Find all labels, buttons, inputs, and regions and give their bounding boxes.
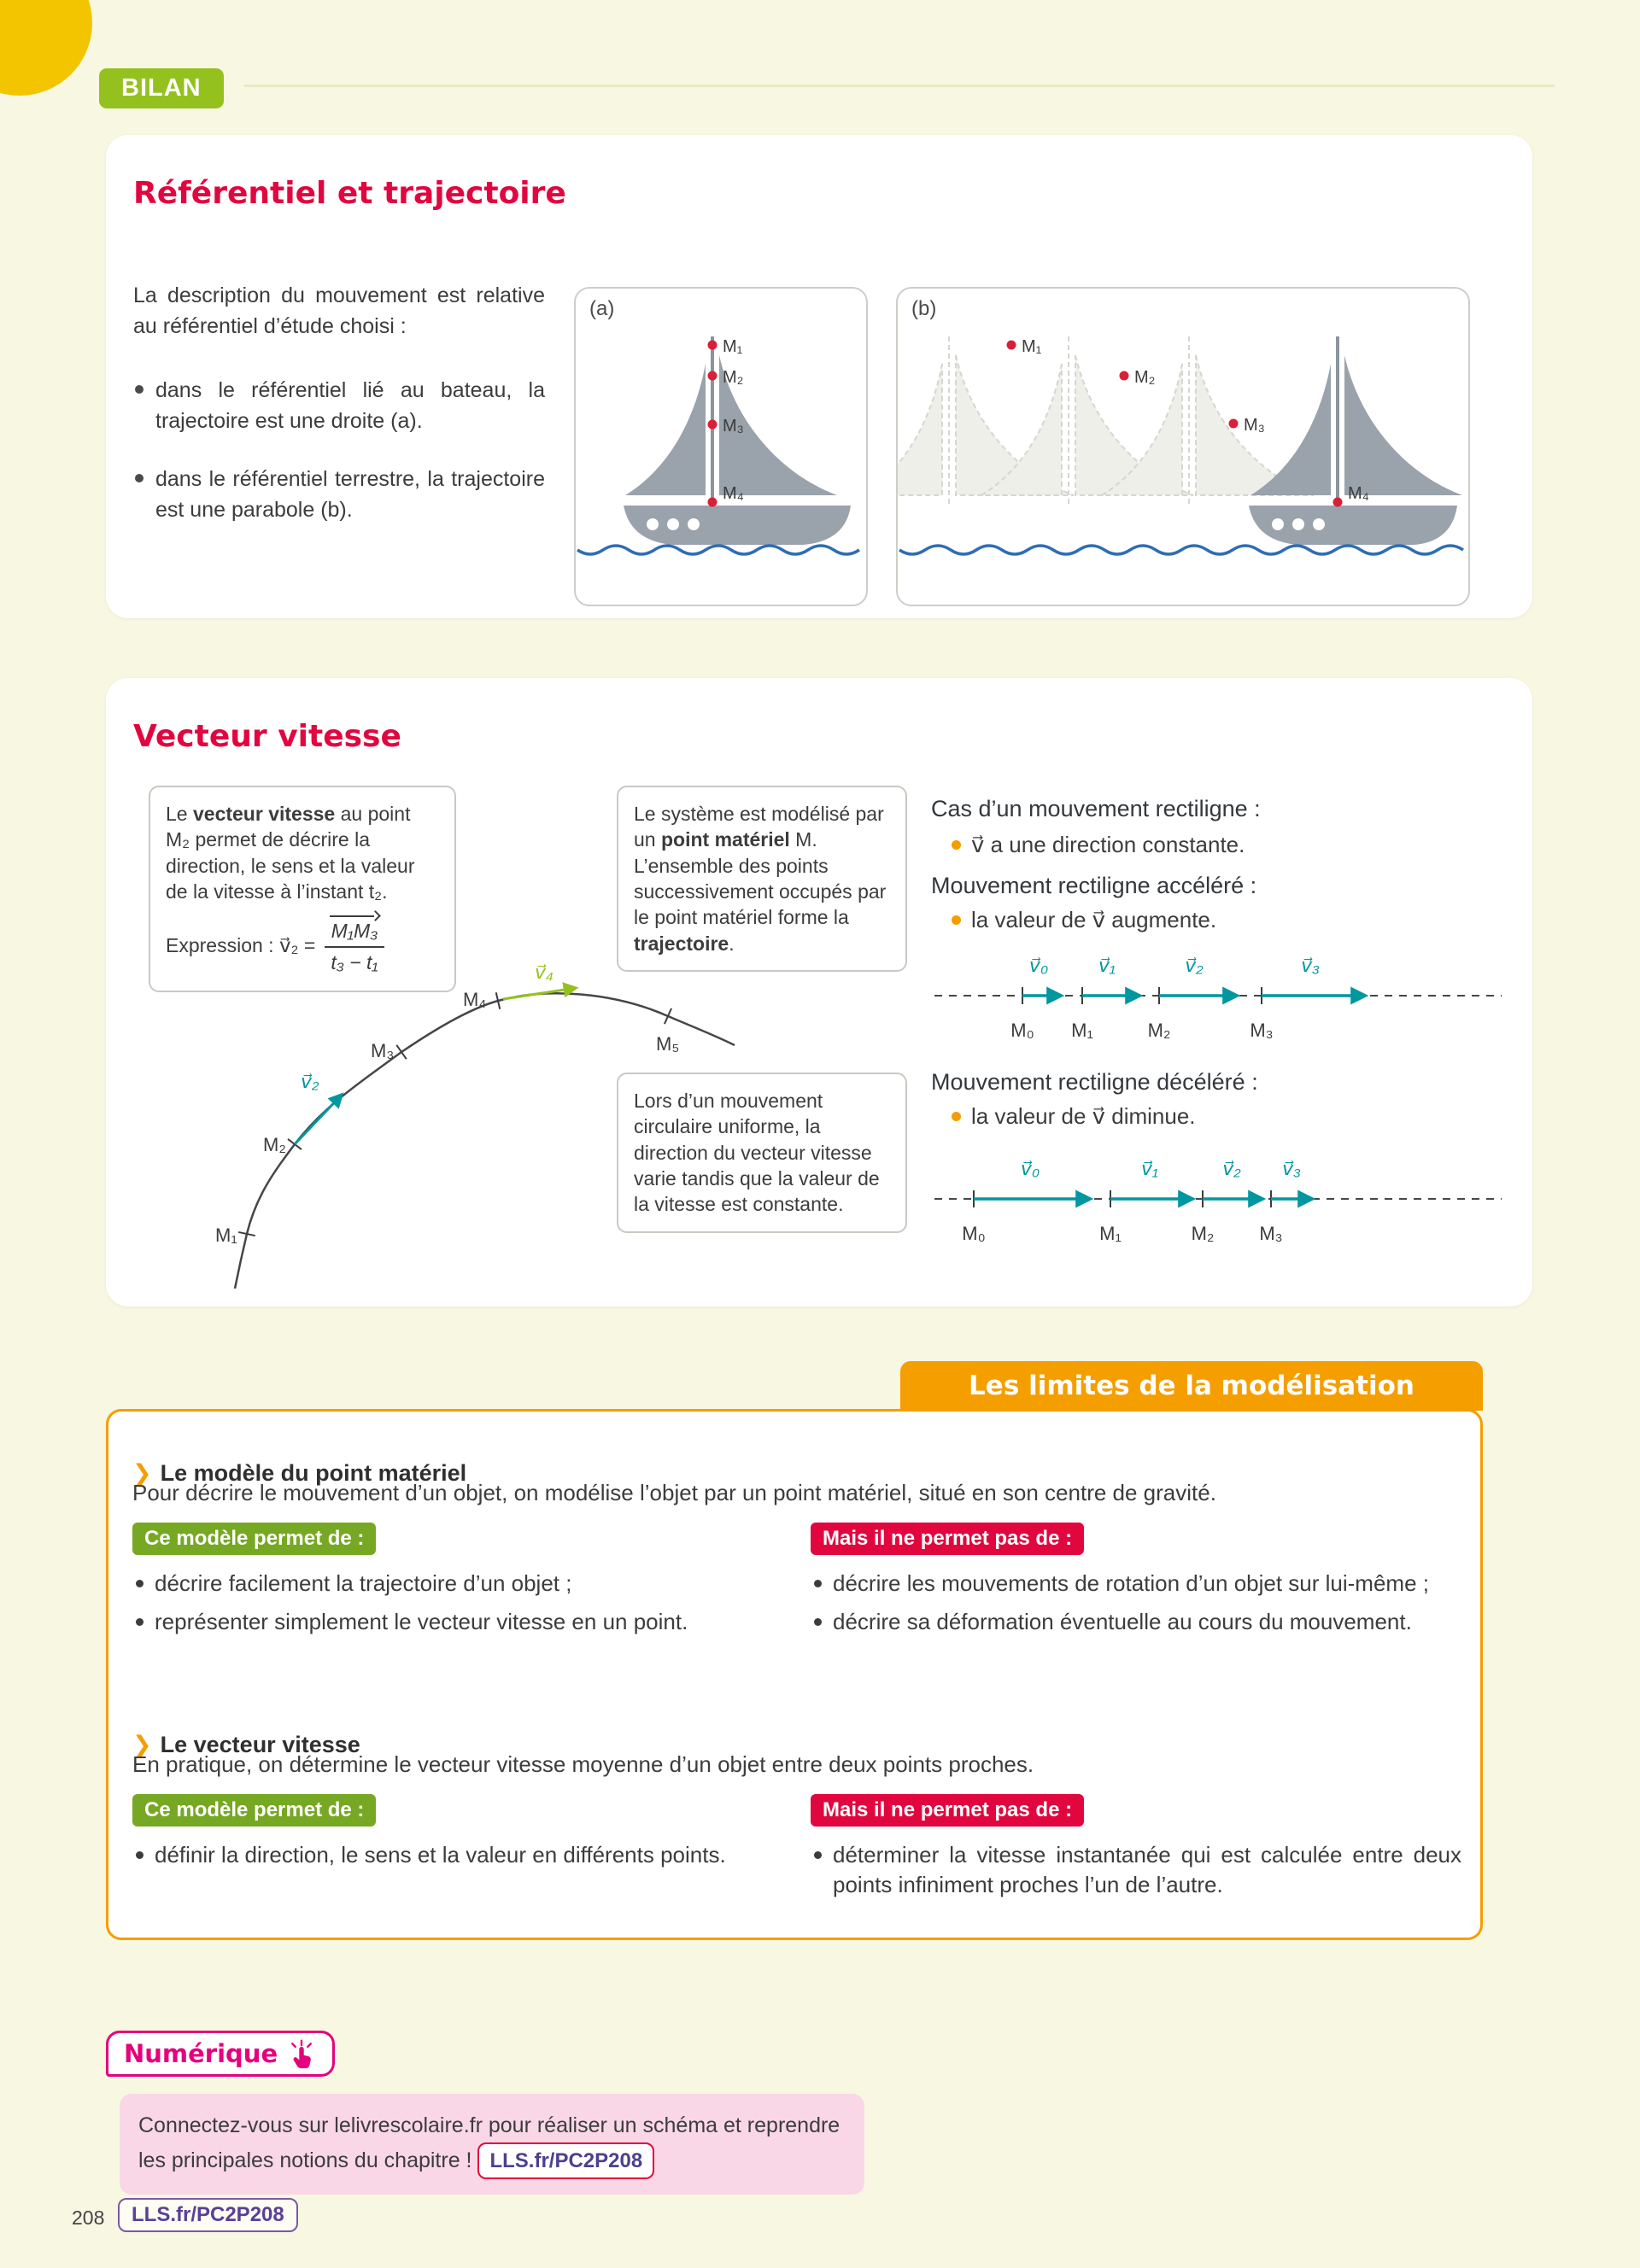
diagram-a-label: (a) <box>589 297 615 320</box>
text-run: M. L’ensemble des points successivement occupés par le point matériel forme la <box>634 828 887 929</box>
bilan-label: BILAN <box>121 74 202 102</box>
referentiel-intro: La description du mouvement est relative au référentiel d’étude choisi : <box>133 284 545 339</box>
point-label: M₂ <box>723 368 744 387</box>
point-marker <box>1120 371 1129 381</box>
point-label: M₂ <box>1134 368 1156 387</box>
bullet-text: déterminer la vitesse instantanée qui est calculée entre deux points infiniment proches l’un de l’autre. <box>833 1842 1461 1898</box>
sail-left <box>625 364 706 495</box>
sailboat <box>1249 336 1462 545</box>
vector-label: v⃗₂ <box>1222 1158 1241 1179</box>
trajectory-curve-diagram <box>208 960 823 1293</box>
point-label: M₃ <box>371 1040 395 1061</box>
vector-label: v⃗₃ <box>1301 955 1320 976</box>
point-label: M₃ <box>1244 416 1265 435</box>
text-run-bold: trajectoire <box>634 932 729 955</box>
sailboat-diagram-b <box>898 289 1465 601</box>
bullet-dot <box>136 1851 144 1859</box>
vector-label: v⃗₀ <box>1020 1158 1040 1179</box>
section-referentiel <box>106 135 1532 618</box>
vector-label: v⃗₀ <box>1028 955 1049 976</box>
heading-text: Le vecteur vitesse <box>160 1732 360 1757</box>
point-label: M₅ <box>656 1033 680 1055</box>
expression-label: Expression : v⃗₂ = <box>166 933 316 956</box>
point-label: M₃ <box>1259 1223 1283 1244</box>
chevron-icon: ❯ <box>132 1732 152 1757</box>
velocity-vector-v2 <box>295 1095 342 1144</box>
permits-list <box>132 1569 756 1645</box>
point-label: M₂ <box>1147 1020 1171 1041</box>
point-marker <box>708 341 718 350</box>
bullet-text: v⃗ a une direction constante. <box>971 832 1245 857</box>
point-label: M₄ <box>1348 484 1369 503</box>
diagram-b-label: (b) <box>911 297 937 320</box>
point-label: M₁ <box>723 337 743 356</box>
point-label: M₁ <box>215 1225 237 1246</box>
click-hand-icon <box>286 2038 317 2069</box>
list-item <box>132 1840 756 1870</box>
list-item <box>132 1569 756 1599</box>
bullet-dot <box>135 474 144 482</box>
sailboat-diagram-a <box>576 289 863 601</box>
bullet-text: dans le référentiel lié au bateau, la trajectoire est une droite (a). <box>155 377 545 433</box>
limits-intro: Pour décrire le mouvement d’un objet, on modélise l’objet par un point matériel, situé en son centre de gravité. <box>132 1480 1216 1505</box>
point-label: M₁ <box>1099 1223 1122 1244</box>
bullet-text: décrire les mouvements de rotation d’un objet sur lui-même ; <box>833 1570 1429 1596</box>
bullet-text: décrire facilement la trajectoire d’un objet ; <box>155 1570 572 1596</box>
text-run-bold: point matériel <box>660 828 790 851</box>
vector-label: v⃗₁ <box>1141 1158 1158 1179</box>
list-item <box>133 464 545 526</box>
numerique-badge <box>106 2031 335 2077</box>
limits-intro: En pratique, on détermine le vecteur vitesse moyenne d’un objet entre deux points proches. <box>132 1751 1034 1777</box>
point-marker <box>708 498 718 507</box>
point-label: M₄ <box>463 989 487 1010</box>
bullet-dot <box>814 1851 822 1859</box>
point-label: M₃ <box>723 417 744 435</box>
text-run: Le <box>166 803 193 825</box>
water-wave <box>577 546 859 554</box>
point-label: M₂ <box>263 1134 286 1155</box>
referentiel-bullet-list <box>133 375 545 526</box>
list-item <box>811 1569 1461 1599</box>
point-label: M₄ <box>723 484 744 503</box>
permits-badge: Ce modèle permet de : <box>132 1794 376 1827</box>
list-item <box>811 1840 1461 1900</box>
bullet-text: la valeur de v⃗ augmente. <box>971 907 1217 932</box>
point-label: M₀ <box>1010 1020 1034 1041</box>
fraction-numerator: M₁M₃ <box>325 913 385 947</box>
bullet-dot <box>135 385 144 394</box>
vector-label-v4: v⃗₄ <box>535 962 554 983</box>
diagram-earth-frame <box>896 287 1470 606</box>
list-item <box>811 1607 1461 1637</box>
bullet-dot <box>136 1618 144 1626</box>
chevron-icon: ❯ <box>132 1460 152 1486</box>
point-label: M₁ <box>1071 1020 1093 1041</box>
point-marker <box>708 420 718 430</box>
point-marker <box>708 371 718 381</box>
decelere-bullet <box>931 1103 1529 1130</box>
footer-link-badge[interactable]: LLS.fr/PC2P208 <box>118 2198 298 2232</box>
bullet-dot <box>952 915 961 925</box>
section-title-referentiel: Référentiel et trajectoire <box>133 175 566 211</box>
accelere-bullet <box>931 907 1529 933</box>
vector-label: v⃗₃ <box>1282 1158 1301 1179</box>
page-number: 208 <box>72 2207 105 2229</box>
numerique-callout <box>120 2094 864 2195</box>
heading-text: Le modèle du point matériel <box>160 1460 467 1486</box>
limits-box <box>106 1409 1483 1940</box>
vector-label: v⃗₂ <box>1185 955 1204 976</box>
porthole <box>647 518 659 530</box>
section-vecteur-vitesse <box>106 678 1532 1306</box>
vector-label: v⃗₁ <box>1098 955 1116 976</box>
bullet-text: représenter simplement le vecteur vitesse en un point. <box>155 1609 688 1635</box>
diagram-boat-frame <box>574 287 868 606</box>
numerique-text: Connectez-vous sur lelivrescolaire.fr pour réaliser un schéma et reprendre les principales notions du chapitre ! <box>138 2113 840 2172</box>
text-run: Lors d’un mouvement circulaire uniforme, la direction du vecteur vitesse varie tandis que la valeur de la vitesse est constante. <box>634 1090 880 1216</box>
bullet-dot <box>136 1580 144 1587</box>
bilan-badge <box>99 68 224 108</box>
corner-decoration <box>0 0 92 96</box>
porthole <box>688 518 700 530</box>
fraction-denominator: t₃ − t₁ <box>331 950 378 973</box>
point-marker <box>1333 498 1343 507</box>
not-permits-badge: Mais il ne permet pas de : <box>811 1523 1084 1555</box>
point-marker <box>1229 419 1239 429</box>
point-materiel-box <box>617 786 907 972</box>
bullet-text: définir la direction, le sens et la valeur en différents points. <box>155 1842 726 1868</box>
permits-list <box>132 1840 756 1879</box>
tick-mark <box>396 1045 406 1059</box>
bullet-dot <box>952 840 961 850</box>
text-run: Le système est modélisé par un <box>634 803 884 851</box>
decelere-title: Mouvement rectiligne décéléré : <box>931 1069 1258 1095</box>
rectiligne-bullet <box>931 832 1529 858</box>
accelere-title: Mouvement rectiligne accéléré : <box>931 873 1257 898</box>
bullet-dot <box>952 1112 961 1121</box>
header-divider <box>244 85 1555 87</box>
rectiligne-title: Cas d’un mouvement rectiligne : <box>931 796 1261 821</box>
point-label: M₁ <box>1022 337 1042 356</box>
bullet-dot <box>814 1618 822 1626</box>
referentiel-text-column <box>133 280 545 553</box>
not-permits-list <box>811 1569 1461 1645</box>
bullet-dot <box>814 1580 822 1587</box>
bullet-text: la valeur de v⃗ diminue. <box>971 1103 1196 1129</box>
limits-banner: Les limites de la modélisation <box>900 1361 1483 1411</box>
numerique-label: Numérique <box>124 2039 278 2068</box>
decelerated-motion-diagram <box>931 1137 1520 1266</box>
bullet-text: décrire sa déformation éventuelle au cours du mouvement. <box>833 1609 1412 1635</box>
list-item <box>133 375 545 437</box>
bullet-text: dans le référentiel terrestre, la trajectoire est une parabole (b). <box>155 467 545 523</box>
water-wave <box>899 546 1463 554</box>
not-permits-badge: Mais il ne permet pas de : <box>811 1794 1084 1827</box>
section-title-vitesse: Vecteur vitesse <box>133 718 401 754</box>
vector-label-v2: v⃗₂ <box>301 1071 319 1092</box>
point-marker <box>1007 341 1016 350</box>
porthole <box>667 518 679 530</box>
permits-badge: Ce modèle permet de : <box>132 1523 376 1555</box>
point-label: M₃ <box>1250 1020 1274 1041</box>
not-permits-list <box>811 1840 1461 1909</box>
text-run: . <box>729 932 735 955</box>
text-run: au point M₂ permet de décrire la direction, le sens et la valeur de la vitesse à l’instant t₂. <box>166 803 415 903</box>
point-label: M₀ <box>962 1223 986 1244</box>
list-item <box>132 1607 756 1637</box>
accelerated-motion-diagram <box>931 934 1520 1062</box>
point-label: M₂ <box>1191 1223 1215 1244</box>
text-run-bold: vecteur vitesse <box>192 803 336 825</box>
lls-link-badge[interactable]: LLS.fr/PC2P208 <box>477 2142 654 2179</box>
